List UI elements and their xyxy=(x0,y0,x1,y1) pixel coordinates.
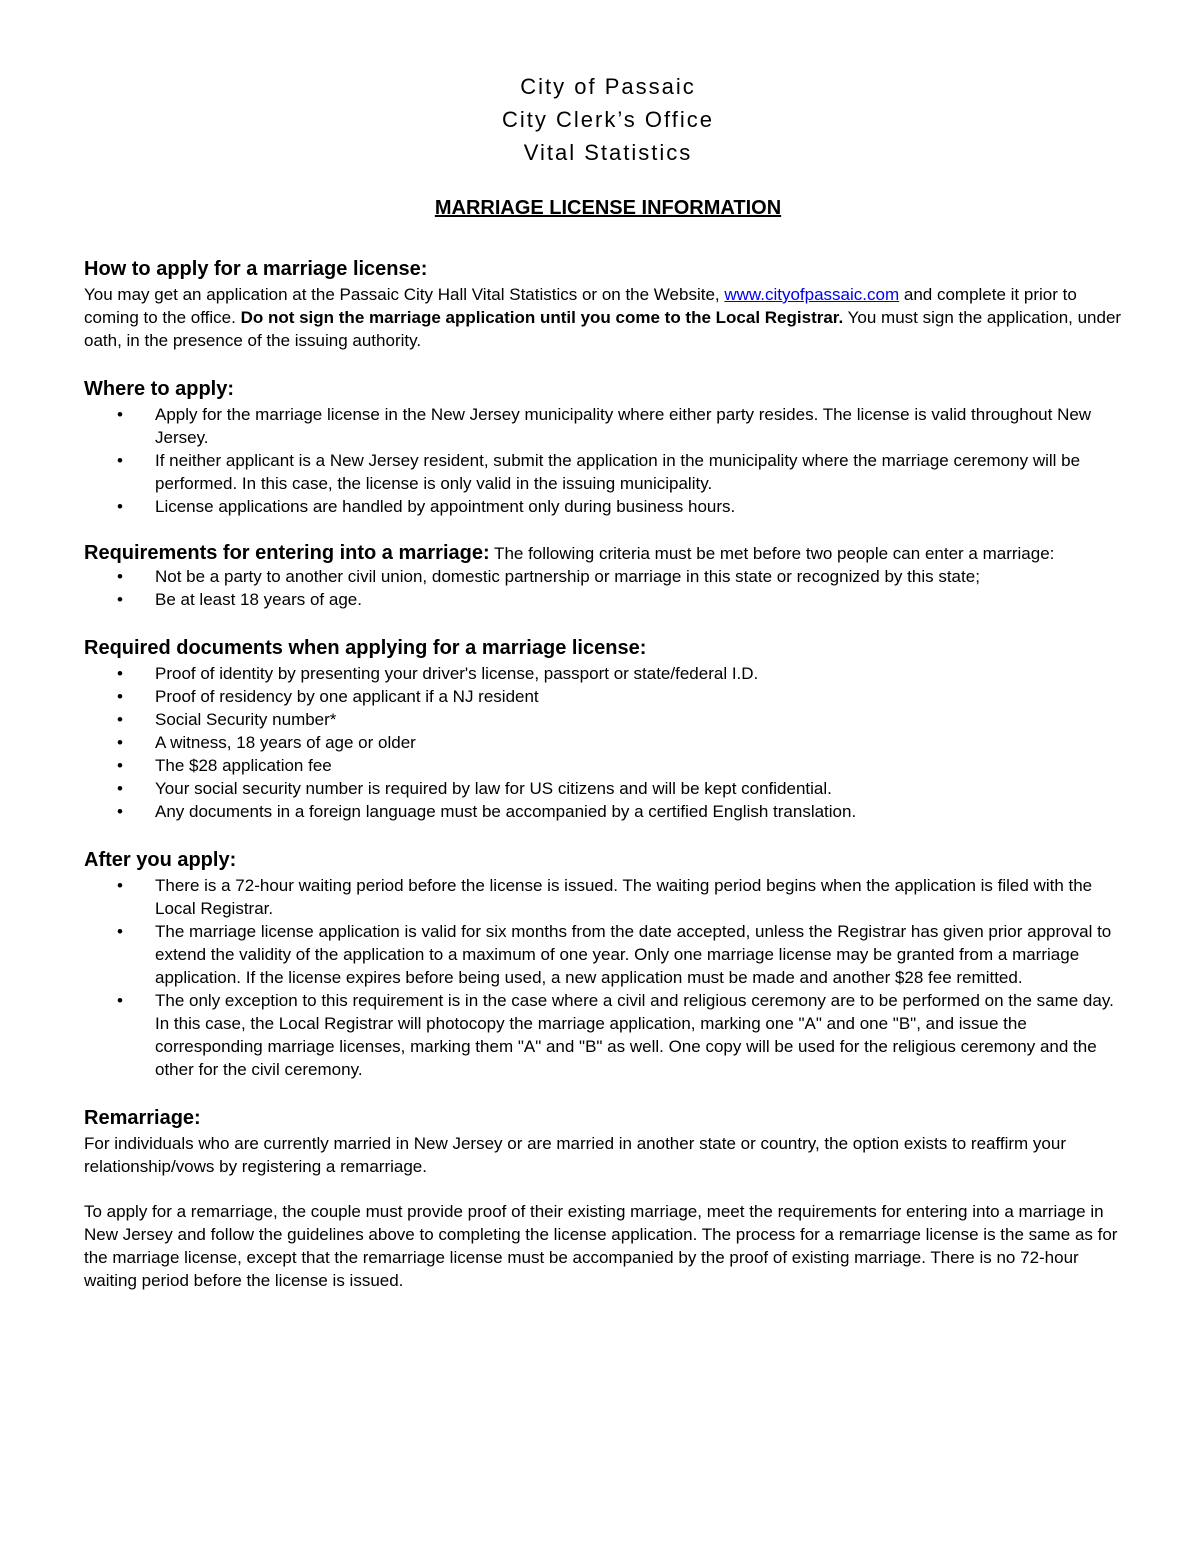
list-item xyxy=(84,662,1132,685)
list-item xyxy=(84,777,1132,800)
bullet-icon: • xyxy=(117,991,123,1010)
where-to-apply-heading: Where to apply: xyxy=(84,378,235,400)
list-item xyxy=(84,754,1132,777)
list-item xyxy=(84,708,1132,731)
how-to-apply-section xyxy=(84,256,1132,352)
list-item-text: Proof of residency by one applicant if a NJ resident xyxy=(155,687,539,706)
list-item-text: Any documents in a foreign language must be accompanied by a certified English translation. xyxy=(155,802,857,821)
bullet-icon: • xyxy=(117,756,123,775)
list-item xyxy=(84,920,1132,989)
list-item xyxy=(84,989,1132,1081)
list-item-text: If neither applicant is a New Jersey resident, submit the application in the municipality where the marriage ceremony will be performed. In this case, the license is only valid in the issuing municipality. xyxy=(155,451,1081,493)
after-apply-section xyxy=(84,847,1132,1081)
list-item-text: The $28 application fee xyxy=(155,756,332,775)
document-title: MARRIAGE LICENSE INFORMATION xyxy=(434,197,782,219)
remarriage-paragraph-2: To apply for a remarriage, the couple must provide proof of their existing marriage, meet the requirements for entering into a marriage in New Jersey and follow the guidelines above to completing the license application. The process for a remarriage license is the same as for the marriage license, except that the remarriage license must be accompanied by the proof of existing marriage. There is no 72-hour waiting period before the license is issued. xyxy=(84,1202,1118,1290)
list-item xyxy=(84,874,1132,920)
documents-list xyxy=(84,662,1132,823)
list-item-text: Not be a party to another civil union, domestic partnership or marriage in this state or recognized by this state; xyxy=(155,567,980,586)
bullet-icon: • xyxy=(117,922,123,941)
list-item-text: Be at least 18 years of age. xyxy=(155,590,362,609)
bullet-icon: • xyxy=(117,664,123,683)
documents-heading: Required documents when applying for a marriage license: xyxy=(84,637,647,659)
requirements-section xyxy=(84,542,1132,611)
bullet-icon: • xyxy=(117,590,123,609)
after-apply-heading: After you apply: xyxy=(84,849,237,871)
remarriage-paragraph-1: For individuals who are currently married in New Jersey or are married in another state or country, the option exists to reaffirm your relationship/vows by registering a remarriage. xyxy=(84,1134,1067,1176)
remarriage-heading: Remarriage: xyxy=(84,1107,201,1129)
bullet-icon: • xyxy=(117,687,123,706)
after-apply-list xyxy=(84,874,1132,1081)
list-item-text: The marriage license application is valid for six months from the date accepted, unless the Registrar has given prior approval to extend the validity of the application to a maximum of one year. Only one marriage license may be granted from a marriage application. If the license expires before being used, a new application must be made and another $28 fee remitted. xyxy=(155,922,1112,987)
bullet-icon: • xyxy=(117,733,123,752)
list-item xyxy=(84,588,1132,611)
list-item-text: License applications are handled by appointment only during business hours. xyxy=(155,497,736,516)
list-item-text: A witness, 18 years of age or older xyxy=(155,733,416,752)
bullet-icon: • xyxy=(117,876,123,895)
where-to-apply-list xyxy=(84,403,1132,518)
header-office: City Clerk’s Office xyxy=(501,107,714,132)
paragraph-spacer xyxy=(84,1178,1132,1200)
bullet-icon: • xyxy=(117,567,123,586)
header-department: Vital Statistics xyxy=(523,140,693,165)
list-item-text: Your social security number is required by law for US citizens and will be kept confidential. xyxy=(155,779,832,798)
how-to-apply-text xyxy=(84,283,1132,352)
remarriage-section xyxy=(84,1105,1132,1292)
list-item xyxy=(84,685,1132,708)
requirements-list xyxy=(84,565,1132,611)
requirements-heading: Requirements for entering into a marriage: xyxy=(84,542,490,564)
signing-warning: Do not sign the marriage application until you come to the Local Registrar. xyxy=(240,308,844,327)
list-item xyxy=(84,565,1132,588)
requirements-intro xyxy=(84,542,1132,565)
where-to-apply-section xyxy=(84,376,1132,518)
how-to-apply-text-middle: and complete it prior to coming to the office. xyxy=(84,285,1077,327)
office-header xyxy=(84,70,1132,169)
list-item xyxy=(84,449,1132,495)
document-page xyxy=(84,70,1132,1292)
bullet-icon: • xyxy=(117,451,123,470)
bullet-icon: • xyxy=(117,405,123,424)
how-to-apply-text-start: You may get an application at the Passaic City Hall Vital Statistics or on the Website, xyxy=(84,285,725,304)
list-item xyxy=(84,731,1132,754)
how-to-apply-text-end: You must sign the application, under oath, in the presence of the issuing authority. xyxy=(84,308,1122,350)
bullet-icon: • xyxy=(117,497,123,516)
list-item xyxy=(84,800,1132,823)
bullet-icon: • xyxy=(117,802,123,821)
website-link[interactable]: www.cityofpassaic.com xyxy=(724,285,900,304)
list-item-text: Social Security number* xyxy=(155,710,337,729)
requirements-intro-text: The following criteria must be met before two people can enter a marriage: xyxy=(489,544,1055,563)
list-item-text: There is a 72-hour waiting period before the license is issued. The waiting period begins when the application is filed with the Local Registrar. xyxy=(155,876,1093,918)
bullet-icon: • xyxy=(117,710,123,729)
list-item-text: The only exception to this requirement is in the case where a civil and religious ceremony are to be performed on the same day. In this case, the Local Registrar will photocopy the marriage application, marking one "A" and one "B", and issue the corresponding marriage licenses, marking them "A" and "B" as well. One copy will be used for the religious ceremony and the other for the civil ceremony. xyxy=(155,991,1114,1079)
how-to-apply-heading: How to apply for a marriage license: xyxy=(84,258,428,280)
documents-section xyxy=(84,635,1132,823)
list-item-text: Proof of identity by presenting your driver's license, passport or state/federal I.D. xyxy=(155,664,759,683)
list-item xyxy=(84,495,1132,518)
list-item xyxy=(84,403,1132,449)
bullet-icon: • xyxy=(117,779,123,798)
list-item-text: Apply for the marriage license in the New Jersey municipality where either party resides. The license is valid throughout New Jersey. xyxy=(155,405,1092,447)
header-city: City of Passaic xyxy=(520,74,696,99)
